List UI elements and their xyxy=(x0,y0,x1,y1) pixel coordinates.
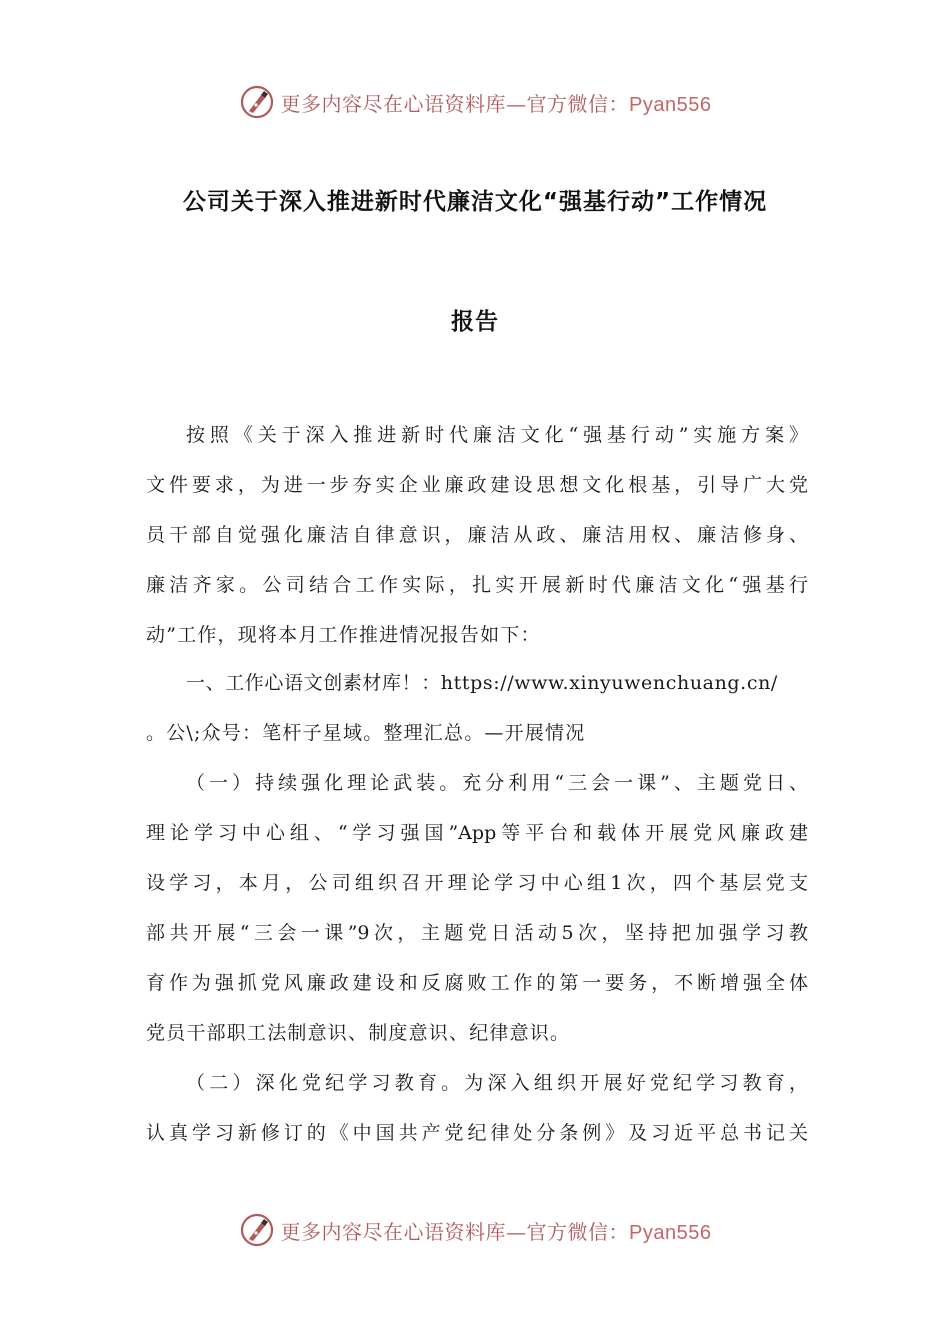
banner-caption: 更多内容尽在心语资料库—官方微信： xyxy=(280,91,630,116)
banner-caption: 更多内容尽在心语资料库—官方微信： xyxy=(280,1219,630,1244)
document-title-line-2: 报告 xyxy=(451,309,499,335)
banner-wechat-id: Pyan556 xyxy=(629,93,712,116)
pen-nib-circle-icon xyxy=(239,1212,275,1248)
paragraph-line: （一）持续强化理论武装。充分利用“三会一课”、主题党日、 xyxy=(186,772,808,794)
paragraph-line: 认真学习新修订的《中国共产党纪律处分条例》及习近平总书记关 xyxy=(146,1122,808,1144)
paragraph-line: 廉洁齐家。公司结合工作实际，扎实开展新时代廉洁文化“强基行 xyxy=(146,574,808,596)
paragraph-line: 员干部自觉强化廉洁自律意识，廉洁从政、廉洁用权、廉洁修身、 xyxy=(146,524,808,546)
section-heading-line: 。公\;众号：笔杆子星域。整理汇总。—开展情况 xyxy=(146,722,586,744)
banner-wechat-id: Pyan556 xyxy=(629,1221,712,1244)
document-title-line-1: 公司关于深入推进新时代廉洁文化“强基行动”工作情况 xyxy=(182,189,768,215)
paragraph-line: 文件要求，为进一步夯实企业廉政建设思想文化根基，引导广大党 xyxy=(146,474,808,496)
paragraph-line: 育作为强抓党风廉政建设和反腐败工作的第一要务，不断增强全体 xyxy=(146,972,808,994)
paragraph-line: 理论学习中心组、“学习强国”App等平台和载体开展党风廉政建 xyxy=(146,822,808,844)
pen-nib-circle-icon xyxy=(239,84,275,120)
banner-text xyxy=(281,1216,712,1245)
paragraph-line: 部共开展“三会一课”9次，主题党日活动5次，坚持把加强学习教 xyxy=(146,922,808,944)
section-heading-line: 一、工作心语文创素材库！：https://www.xinyuwenchuang.cn/ xyxy=(186,672,778,694)
paragraph-line: （二）深化党纪学习教育。为深入组织开展好党纪学习教育， xyxy=(186,1072,808,1094)
paragraph-line: 按照《关于深入推进新时代廉洁文化“强基行动”实施方案》 xyxy=(186,424,808,446)
banner-text xyxy=(281,88,712,117)
header-banner xyxy=(0,80,950,124)
footer-banner xyxy=(0,1208,950,1252)
paragraph-line: 动”工作，现将本月工作推进情况报告如下： xyxy=(146,624,541,646)
paragraph-line: 党员干部职工法制意识、制度意识、纪律意识。 xyxy=(146,1022,571,1044)
paragraph-line: 设学习，本月，公司组织召开理论学习中心组1次，四个基层党支 xyxy=(146,872,808,894)
